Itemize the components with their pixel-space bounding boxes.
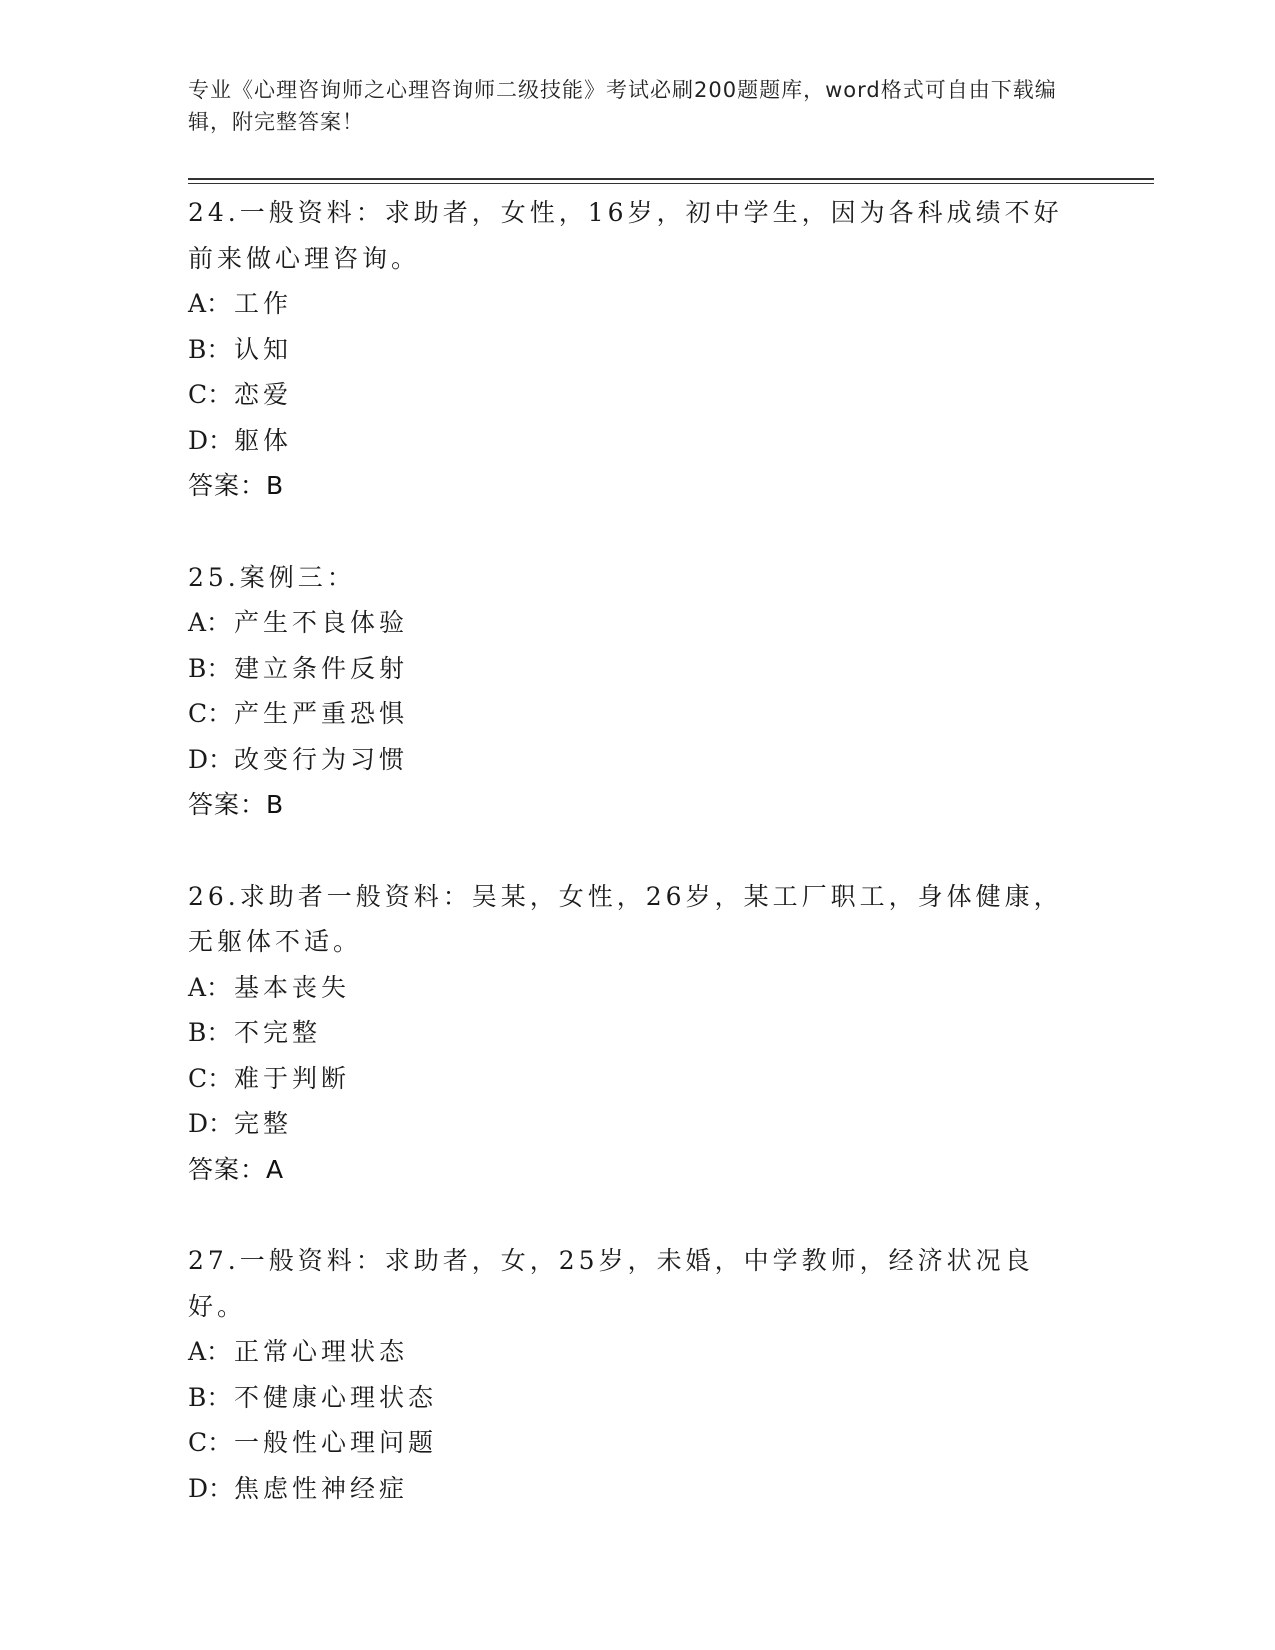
question-24 [188, 190, 1088, 509]
option-key: A： [188, 972, 232, 1002]
option-key: A： [188, 608, 232, 637]
option-text: 恋爱 [234, 380, 293, 409]
option-key: B： [188, 653, 232, 683]
option-text: 认知 [234, 334, 293, 364]
question-27 [188, 1238, 1088, 1511]
question-stem: 26.求助者一般资料：吴某，女性，26岁，某工厂职工，身体健康，无躯体不适。 [188, 881, 1063, 956]
option-text: 不健康心理状态 [234, 1382, 438, 1412]
option-b [188, 1010, 1088, 1056]
answer-line: 答案：B [188, 471, 285, 500]
option-key: A： [188, 1337, 232, 1366]
option-text: 产生不良体验 [234, 608, 409, 637]
answer-line: 答案：A [188, 1154, 285, 1184]
option-key: C： [188, 380, 233, 409]
option-b [188, 646, 1088, 692]
option-text: 工作 [234, 289, 293, 318]
option-key: B： [188, 334, 232, 364]
option-b [188, 1375, 1088, 1421]
option-key: D： [188, 744, 234, 774]
header-rule-thin [188, 183, 1154, 184]
option-key: B： [188, 1018, 232, 1047]
question-26 [188, 874, 1088, 1193]
option-d [188, 1466, 1088, 1512]
option-a [188, 600, 1088, 646]
question-25 [188, 555, 1088, 828]
option-text: 产生严重恐惧 [234, 699, 409, 728]
option-text: 改变行为习惯 [234, 744, 409, 774]
option-a [188, 1329, 1088, 1375]
option-a [188, 281, 1088, 327]
question-stem: 27.一般资料：求助者，女，25岁，未婚，中学教师，经济状况良好。 [188, 1246, 1034, 1321]
option-key: C： [188, 1063, 233, 1093]
question-stem: 24.一般资料：求助者，女性，16岁，初中学生，因为各科成绩不好前来做心理咨询。 [188, 198, 1063, 273]
option-key: C： [188, 699, 233, 728]
option-text: 基本丧失 [234, 972, 351, 1002]
option-key: B： [188, 1382, 232, 1412]
option-text: 建立条件反射 [234, 653, 409, 683]
question-list [188, 190, 1088, 1557]
option-c [188, 1420, 1088, 1466]
option-key: D： [188, 1109, 234, 1138]
option-text: 不完整 [234, 1018, 322, 1047]
option-text: 难于判断 [234, 1063, 351, 1093]
answer-line: 答案：B [188, 790, 285, 819]
option-a [188, 965, 1088, 1011]
option-key: A： [188, 289, 232, 318]
option-key: D： [188, 425, 234, 455]
option-c [188, 691, 1088, 737]
option-d [188, 1101, 1088, 1147]
option-d [188, 418, 1088, 464]
option-c [188, 372, 1088, 418]
option-text: 躯体 [234, 425, 293, 455]
option-key: C： [188, 1428, 233, 1457]
question-stem: 25.案例三： [188, 562, 356, 592]
header-rule-thick [188, 178, 1154, 180]
option-c [188, 1056, 1088, 1102]
option-d [188, 737, 1088, 783]
option-text: 一般性心理问题 [234, 1428, 438, 1457]
option-text: 完整 [234, 1109, 293, 1138]
option-text: 焦虑性神经症 [234, 1473, 409, 1503]
option-key: D： [188, 1473, 234, 1503]
option-text: 正常心理状态 [234, 1337, 409, 1366]
document-header: 专业《心理咨询师之心理咨询师二级技能》考试必刷200题题库，word格式可自由下载编辑，附完整答案！ [188, 78, 1057, 134]
option-b [188, 327, 1088, 373]
